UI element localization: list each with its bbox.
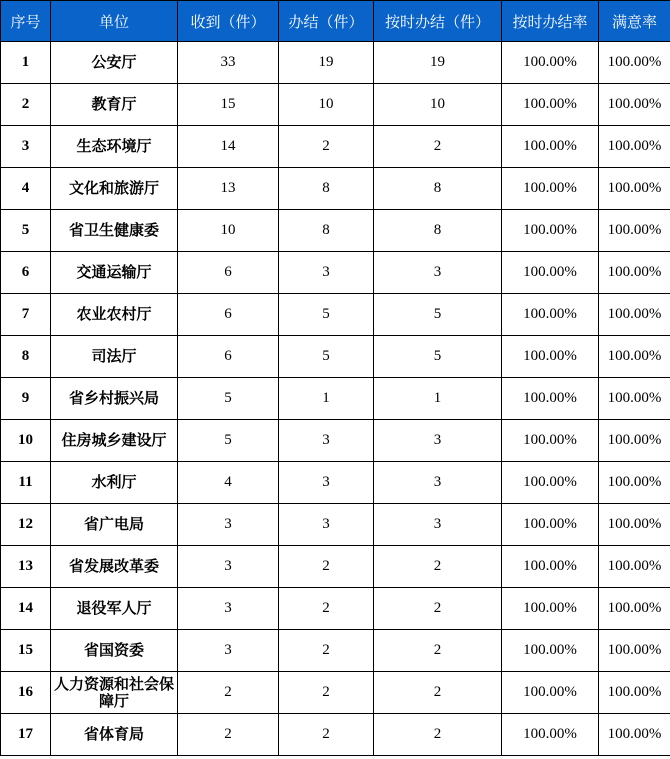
- cell-seq: 7: [1, 294, 51, 336]
- cell-seq: 13: [1, 546, 51, 588]
- cell-unit: 教育厅: [51, 84, 178, 126]
- cell-completed: 5: [279, 336, 374, 378]
- cell-satisfaction: 100.00%: [599, 252, 670, 294]
- cell-completed: 1: [279, 378, 374, 420]
- cell-unit: 省发展改革委: [51, 546, 178, 588]
- cell-received: 5: [178, 378, 279, 420]
- cell-received: 33: [178, 42, 279, 84]
- header-unit: 单位: [51, 1, 178, 42]
- cell-satisfaction: 100.00%: [599, 378, 670, 420]
- cell-completed: 3: [279, 420, 374, 462]
- table-row: [1, 210, 670, 252]
- cell-received: 15: [178, 84, 279, 126]
- cell-unit: 司法厅: [51, 336, 178, 378]
- cell-ontime-rate: 100.00%: [502, 672, 599, 714]
- cell-unit: 省广电局: [51, 504, 178, 546]
- cell-unit: 省国资委: [51, 630, 178, 672]
- cell-completed: 3: [279, 462, 374, 504]
- cell-received: 10: [178, 210, 279, 252]
- cell-unit: 生态环境厅: [51, 126, 178, 168]
- cell-ontime-rate: 100.00%: [502, 630, 599, 672]
- cell-seq: 9: [1, 378, 51, 420]
- cell-completed: 8: [279, 210, 374, 252]
- cell-ontime: 10: [374, 84, 502, 126]
- table-row: [1, 546, 670, 588]
- table-row: [1, 378, 670, 420]
- cell-unit: 公安厅: [51, 42, 178, 84]
- table-row: [1, 42, 670, 84]
- cell-ontime-rate: 100.00%: [502, 252, 599, 294]
- table-row: [1, 294, 670, 336]
- header-ontime: 按时办结（件）: [374, 1, 502, 42]
- cell-ontime-rate: 100.00%: [502, 714, 599, 756]
- header-seq: 序号: [1, 1, 51, 42]
- cell-unit: 交通运输厅: [51, 252, 178, 294]
- cell-received: 4: [178, 462, 279, 504]
- cell-seq: 5: [1, 210, 51, 252]
- cell-unit: 文化和旅游厅: [51, 168, 178, 210]
- cell-ontime: 8: [374, 210, 502, 252]
- cell-received: 13: [178, 168, 279, 210]
- cell-seq: 17: [1, 714, 51, 756]
- cell-completed: 2: [279, 714, 374, 756]
- cell-satisfaction: 100.00%: [599, 84, 670, 126]
- cell-seq: 6: [1, 252, 51, 294]
- cell-completed: 10: [279, 84, 374, 126]
- table-row: [1, 588, 670, 630]
- cell-seq: 12: [1, 504, 51, 546]
- header-row: [1, 1, 670, 42]
- cell-satisfaction: 100.00%: [599, 420, 670, 462]
- cell-completed: 2: [279, 588, 374, 630]
- cell-ontime-rate: 100.00%: [502, 378, 599, 420]
- table-body: [1, 42, 670, 756]
- cell-unit: 省体育局: [51, 714, 178, 756]
- table-row: [1, 168, 670, 210]
- cell-satisfaction: 100.00%: [599, 168, 670, 210]
- cell-received: 2: [178, 672, 279, 714]
- cell-seq: 16: [1, 672, 51, 714]
- cell-satisfaction: 100.00%: [599, 672, 670, 714]
- cell-seq: 3: [1, 126, 51, 168]
- cell-received: 14: [178, 126, 279, 168]
- cell-completed: 19: [279, 42, 374, 84]
- table-row: [1, 504, 670, 546]
- cell-seq: 14: [1, 588, 51, 630]
- cell-unit: 人力资源和社会保障厅: [51, 672, 178, 714]
- cell-satisfaction: 100.00%: [599, 546, 670, 588]
- cell-ontime: 2: [374, 588, 502, 630]
- cell-received: 3: [178, 588, 279, 630]
- cell-unit: 农业农村厅: [51, 294, 178, 336]
- table-row: [1, 252, 670, 294]
- cell-ontime: 2: [374, 672, 502, 714]
- cell-ontime-rate: 100.00%: [502, 588, 599, 630]
- cell-ontime: 2: [374, 126, 502, 168]
- table-row: [1, 420, 670, 462]
- table-row: [1, 714, 670, 756]
- cell-ontime: 3: [374, 504, 502, 546]
- table-row: [1, 126, 670, 168]
- cell-satisfaction: 100.00%: [599, 504, 670, 546]
- table-row: [1, 672, 670, 714]
- cell-ontime-rate: 100.00%: [502, 84, 599, 126]
- cell-ontime-rate: 100.00%: [502, 336, 599, 378]
- cell-ontime-rate: 100.00%: [502, 294, 599, 336]
- cell-seq: 11: [1, 462, 51, 504]
- header-completed: 办结（件）: [279, 1, 374, 42]
- table-row: [1, 84, 670, 126]
- cell-seq: 4: [1, 168, 51, 210]
- cell-seq: 2: [1, 84, 51, 126]
- table-row: [1, 336, 670, 378]
- cell-completed: 3: [279, 252, 374, 294]
- cell-satisfaction: 100.00%: [599, 294, 670, 336]
- header-satisfaction: 满意率: [599, 1, 670, 42]
- cell-ontime-rate: 100.00%: [502, 42, 599, 84]
- table-row: [1, 462, 670, 504]
- cell-satisfaction: 100.00%: [599, 126, 670, 168]
- cell-received: 2: [178, 714, 279, 756]
- cell-ontime: 5: [374, 336, 502, 378]
- cell-received: 3: [178, 504, 279, 546]
- cell-seq: 15: [1, 630, 51, 672]
- cell-received: 3: [178, 630, 279, 672]
- cell-completed: 5: [279, 294, 374, 336]
- cell-ontime: 2: [374, 630, 502, 672]
- cell-received: 3: [178, 546, 279, 588]
- cell-unit: 水利厅: [51, 462, 178, 504]
- cell-completed: 3: [279, 504, 374, 546]
- cell-ontime: 19: [374, 42, 502, 84]
- cell-unit: 省卫生健康委: [51, 210, 178, 252]
- cell-seq: 1: [1, 42, 51, 84]
- cell-completed: 8: [279, 168, 374, 210]
- cell-ontime-rate: 100.00%: [502, 462, 599, 504]
- cell-satisfaction: 100.00%: [599, 462, 670, 504]
- cell-ontime-rate: 100.00%: [502, 420, 599, 462]
- cell-ontime: 1: [374, 378, 502, 420]
- cell-received: 6: [178, 336, 279, 378]
- cell-seq: 8: [1, 336, 51, 378]
- cell-ontime: 5: [374, 294, 502, 336]
- cell-unit: 住房城乡建设厅: [51, 420, 178, 462]
- header-ontime-rate: 按时办结率: [502, 1, 599, 42]
- cell-received: 6: [178, 252, 279, 294]
- cell-ontime: 8: [374, 168, 502, 210]
- cell-satisfaction: 100.00%: [599, 336, 670, 378]
- header-received: 收到（件）: [178, 1, 279, 42]
- cell-satisfaction: 100.00%: [599, 210, 670, 252]
- cell-unit: 退役军人厅: [51, 588, 178, 630]
- cell-ontime: 3: [374, 420, 502, 462]
- cell-ontime: 3: [374, 252, 502, 294]
- cell-seq: 10: [1, 420, 51, 462]
- cell-ontime-rate: 100.00%: [502, 210, 599, 252]
- cell-completed: 2: [279, 126, 374, 168]
- cell-ontime: 2: [374, 546, 502, 588]
- table-row: [1, 630, 670, 672]
- cell-completed: 2: [279, 672, 374, 714]
- cell-ontime: 2: [374, 714, 502, 756]
- cell-unit: 省乡村振兴局: [51, 378, 178, 420]
- cell-ontime-rate: 100.00%: [502, 504, 599, 546]
- cell-satisfaction: 100.00%: [599, 630, 670, 672]
- cell-ontime-rate: 100.00%: [502, 126, 599, 168]
- cell-ontime-rate: 100.00%: [502, 168, 599, 210]
- cell-received: 6: [178, 294, 279, 336]
- cell-satisfaction: 100.00%: [599, 42, 670, 84]
- cell-satisfaction: 100.00%: [599, 714, 670, 756]
- cell-completed: 2: [279, 630, 374, 672]
- cell-received: 5: [178, 420, 279, 462]
- cell-satisfaction: 100.00%: [599, 588, 670, 630]
- cell-completed: 2: [279, 546, 374, 588]
- cell-ontime: 3: [374, 462, 502, 504]
- cell-ontime-rate: 100.00%: [502, 546, 599, 588]
